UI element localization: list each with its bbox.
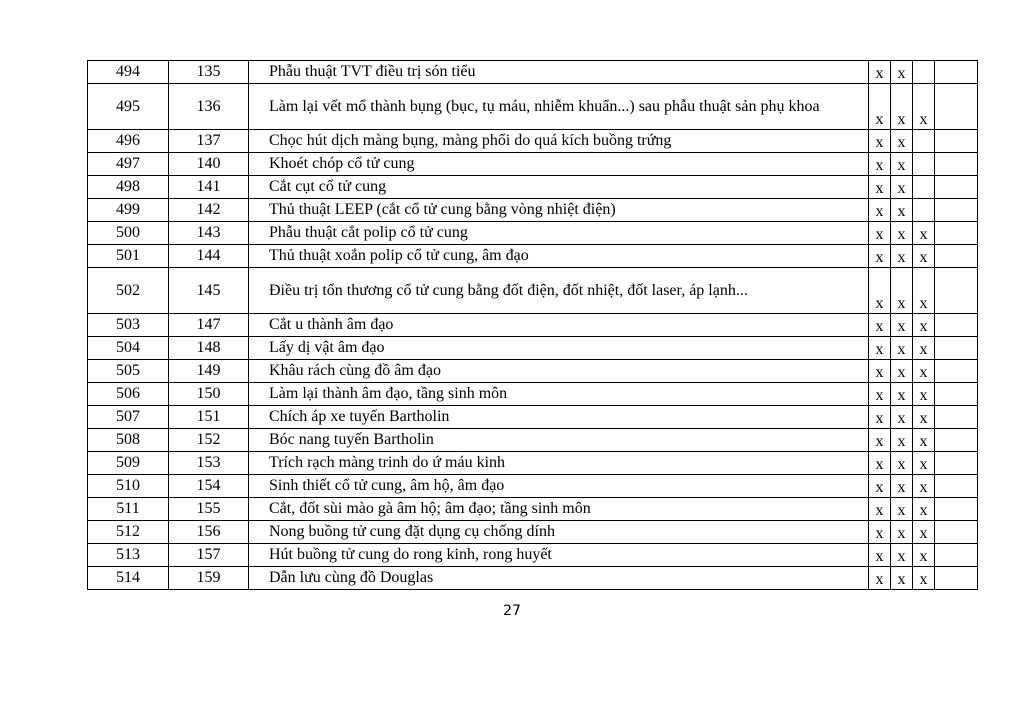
row-index-cell: 499 (88, 199, 169, 222)
row-index-cell: 502 (88, 268, 169, 314)
mark-cell-3 (913, 153, 935, 176)
mark-cell-2: x (891, 61, 913, 84)
mark-cell-2: x (891, 452, 913, 475)
procedure-name-cell: Lấy dị vật âm đạo (249, 337, 869, 360)
procedure-code-cell: 135 (169, 61, 249, 84)
mark-cell-3: x (913, 268, 935, 314)
row-index-cell: 513 (88, 544, 169, 567)
procedure-code-cell: 156 (169, 521, 249, 544)
row-index-cell: 494 (88, 61, 169, 84)
mark-cell-4 (935, 544, 978, 567)
mark-cell-1: x (869, 245, 891, 268)
procedure-code-cell: 157 (169, 544, 249, 567)
mark-cell-4 (935, 337, 978, 360)
mark-cell-3: x (913, 314, 935, 337)
table-row (88, 153, 978, 176)
mark-cell-1: x (869, 199, 891, 222)
mark-cell-2: x (891, 268, 913, 314)
mark-cell-4 (935, 475, 978, 498)
mark-cell-1: x (869, 61, 891, 84)
table-row (88, 61, 978, 84)
mark-cell-2: x (891, 337, 913, 360)
table-body (88, 61, 978, 590)
mark-cell-2: x (891, 153, 913, 176)
row-index-cell: 505 (88, 360, 169, 383)
procedure-name-cell: Bóc nang tuyến Bartholin (249, 429, 869, 452)
row-index-cell: 514 (88, 567, 169, 590)
mark-cell-4 (935, 84, 978, 130)
row-index-cell: 512 (88, 521, 169, 544)
mark-cell-3 (913, 199, 935, 222)
procedure-code-cell: 151 (169, 406, 249, 429)
mark-cell-1: x (869, 475, 891, 498)
table-row (88, 544, 978, 567)
mark-cell-2: x (891, 567, 913, 590)
row-index-cell: 503 (88, 314, 169, 337)
table-row (88, 475, 978, 498)
mark-cell-3: x (913, 429, 935, 452)
mark-cell-1: x (869, 406, 891, 429)
table-row (88, 521, 978, 544)
mark-cell-4 (935, 130, 978, 153)
mark-cell-3: x (913, 521, 935, 544)
procedure-code-cell: 143 (169, 222, 249, 245)
mark-cell-2: x (891, 245, 913, 268)
mark-cell-1: x (869, 544, 891, 567)
procedure-name-cell: Chọc hút dịch màng bụng, màng phổi do quá kích buồng trứng (249, 130, 869, 153)
mark-cell-4 (935, 567, 978, 590)
mark-cell-2: x (891, 314, 913, 337)
mark-cell-3: x (913, 406, 935, 429)
procedure-code-cell: 155 (169, 498, 249, 521)
mark-cell-3: x (913, 383, 935, 406)
mark-cell-1: x (869, 130, 891, 153)
mark-cell-4 (935, 521, 978, 544)
mark-cell-1: x (869, 429, 891, 452)
mark-cell-3: x (913, 337, 935, 360)
mark-cell-4 (935, 383, 978, 406)
row-index-cell: 496 (88, 130, 169, 153)
mark-cell-3 (913, 130, 935, 153)
mark-cell-4 (935, 452, 978, 475)
mark-cell-1: x (869, 314, 891, 337)
row-index-cell: 509 (88, 452, 169, 475)
procedure-name-cell: Hút buồng tử cung do rong kinh, rong huyết (249, 544, 869, 567)
procedure-code-cell: 149 (169, 360, 249, 383)
table-row (88, 337, 978, 360)
procedure-name-cell: Chích áp xe tuyến Bartholin (249, 406, 869, 429)
procedure-name-cell: Dẫn lưu cùng đồ Douglas (249, 567, 869, 590)
mark-cell-4 (935, 268, 978, 314)
mark-cell-4 (935, 360, 978, 383)
procedure-code-cell: 153 (169, 452, 249, 475)
table-row (88, 360, 978, 383)
mark-cell-1: x (869, 222, 891, 245)
procedures-table (87, 60, 978, 590)
mark-cell-2: x (891, 429, 913, 452)
table-row (88, 383, 978, 406)
table-row (88, 130, 978, 153)
row-index-cell: 498 (88, 176, 169, 199)
procedure-name-cell: Sinh thiết cổ tử cung, âm hộ, âm đạo (249, 475, 869, 498)
row-index-cell: 501 (88, 245, 169, 268)
table-row (88, 199, 978, 222)
mark-cell-4 (935, 429, 978, 452)
procedure-name-cell: Cắt u thành âm đạo (249, 314, 869, 337)
table-row (88, 84, 978, 130)
mark-cell-3: x (913, 84, 935, 130)
procedure-code-cell: 145 (169, 268, 249, 314)
mark-cell-1: x (869, 452, 891, 475)
mark-cell-3: x (913, 360, 935, 383)
row-index-cell: 500 (88, 222, 169, 245)
procedure-name-cell: Điều trị tổn thương cổ tử cung bằng đốt điện, đốt nhiệt, đốt laser, áp lạnh... (249, 268, 869, 314)
row-index-cell: 506 (88, 383, 169, 406)
mark-cell-1: x (869, 383, 891, 406)
page-number: 27 (503, 603, 521, 619)
procedure-name-cell: Khoét chóp cổ tử cung (249, 153, 869, 176)
table-row (88, 452, 978, 475)
mark-cell-3 (913, 61, 935, 84)
procedure-name-cell: Thủ thuật xoắn polip cổ tử cung, âm đạo (249, 245, 869, 268)
mark-cell-4 (935, 61, 978, 84)
mark-cell-2: x (891, 130, 913, 153)
procedure-name-cell: Trích rạch màng trinh do ứ máu kinh (249, 452, 869, 475)
table-row (88, 406, 978, 429)
mark-cell-1: x (869, 337, 891, 360)
mark-cell-2: x (891, 383, 913, 406)
mark-cell-2: x (891, 406, 913, 429)
procedure-name-cell: Phẫu thuật TVT điều trị són tiểu (249, 61, 869, 84)
procedure-name-cell: Nong buồng tử cung đặt dụng cụ chống dính (249, 521, 869, 544)
procedure-name-cell: Thủ thuật LEEP (cắt cổ tử cung bằng vòng nhiệt điện) (249, 199, 869, 222)
mark-cell-3: x (913, 452, 935, 475)
mark-cell-4 (935, 314, 978, 337)
mark-cell-4 (935, 176, 978, 199)
mark-cell-3: x (913, 222, 935, 245)
row-index-cell: 507 (88, 406, 169, 429)
procedure-name-cell: Làm lại thành âm đạo, tầng sinh môn (249, 383, 869, 406)
table-row (88, 176, 978, 199)
mark-cell-4 (935, 222, 978, 245)
mark-cell-2: x (891, 199, 913, 222)
table-row (88, 245, 978, 268)
mark-cell-2: x (891, 222, 913, 245)
procedure-code-cell: 137 (169, 130, 249, 153)
procedure-code-cell: 141 (169, 176, 249, 199)
procedure-code-cell: 140 (169, 153, 249, 176)
procedure-name-cell: Cắt cụt cổ tử cung (249, 176, 869, 199)
mark-cell-3: x (913, 245, 935, 268)
row-index-cell: 511 (88, 498, 169, 521)
mark-cell-4 (935, 153, 978, 176)
mark-cell-4 (935, 498, 978, 521)
mark-cell-2: x (891, 176, 913, 199)
mark-cell-1: x (869, 521, 891, 544)
procedure-code-cell: 154 (169, 475, 249, 498)
mark-cell-3: x (913, 475, 935, 498)
mark-cell-1: x (869, 498, 891, 521)
table-row (88, 498, 978, 521)
procedure-name-cell: Phẫu thuật cắt polip cổ tử cung (249, 222, 869, 245)
procedure-code-cell: 159 (169, 567, 249, 590)
mark-cell-1: x (869, 360, 891, 383)
mark-cell-3 (913, 176, 935, 199)
table-row (88, 222, 978, 245)
row-index-cell: 508 (88, 429, 169, 452)
mark-cell-1: x (869, 153, 891, 176)
procedure-code-cell: 150 (169, 383, 249, 406)
mark-cell-4 (935, 199, 978, 222)
mark-cell-2: x (891, 475, 913, 498)
procedure-code-cell: 142 (169, 199, 249, 222)
procedure-code-cell: 147 (169, 314, 249, 337)
procedure-code-cell: 144 (169, 245, 249, 268)
mark-cell-3: x (913, 498, 935, 521)
mark-cell-2: x (891, 498, 913, 521)
mark-cell-2: x (891, 521, 913, 544)
procedure-name-cell: Làm lại vết mổ thành bụng (bục, tụ máu, nhiễm khuẩn...) sau phẫu thuật sản phụ khoa (249, 84, 869, 130)
procedure-code-cell: 148 (169, 337, 249, 360)
row-index-cell: 495 (88, 84, 169, 130)
procedure-code-cell: 152 (169, 429, 249, 452)
row-index-cell: 504 (88, 337, 169, 360)
table-row (88, 268, 978, 314)
mark-cell-1: x (869, 176, 891, 199)
row-index-cell: 510 (88, 475, 169, 498)
mark-cell-4 (935, 245, 978, 268)
mark-cell-1: x (869, 268, 891, 314)
mark-cell-2: x (891, 360, 913, 383)
mark-cell-4 (935, 406, 978, 429)
mark-cell-1: x (869, 84, 891, 130)
mark-cell-2: x (891, 544, 913, 567)
mark-cell-3: x (913, 544, 935, 567)
table-row (88, 567, 978, 590)
row-index-cell: 497 (88, 153, 169, 176)
procedure-code-cell: 136 (169, 84, 249, 130)
table-row (88, 429, 978, 452)
procedure-name-cell: Khâu rách cùng đồ âm đạo (249, 360, 869, 383)
table-row (88, 314, 978, 337)
procedure-name-cell: Cắt, đốt sùi mào gà âm hộ; âm đạo; tầng sinh môn (249, 498, 869, 521)
mark-cell-3: x (913, 567, 935, 590)
mark-cell-2: x (891, 84, 913, 130)
mark-cell-1: x (869, 567, 891, 590)
